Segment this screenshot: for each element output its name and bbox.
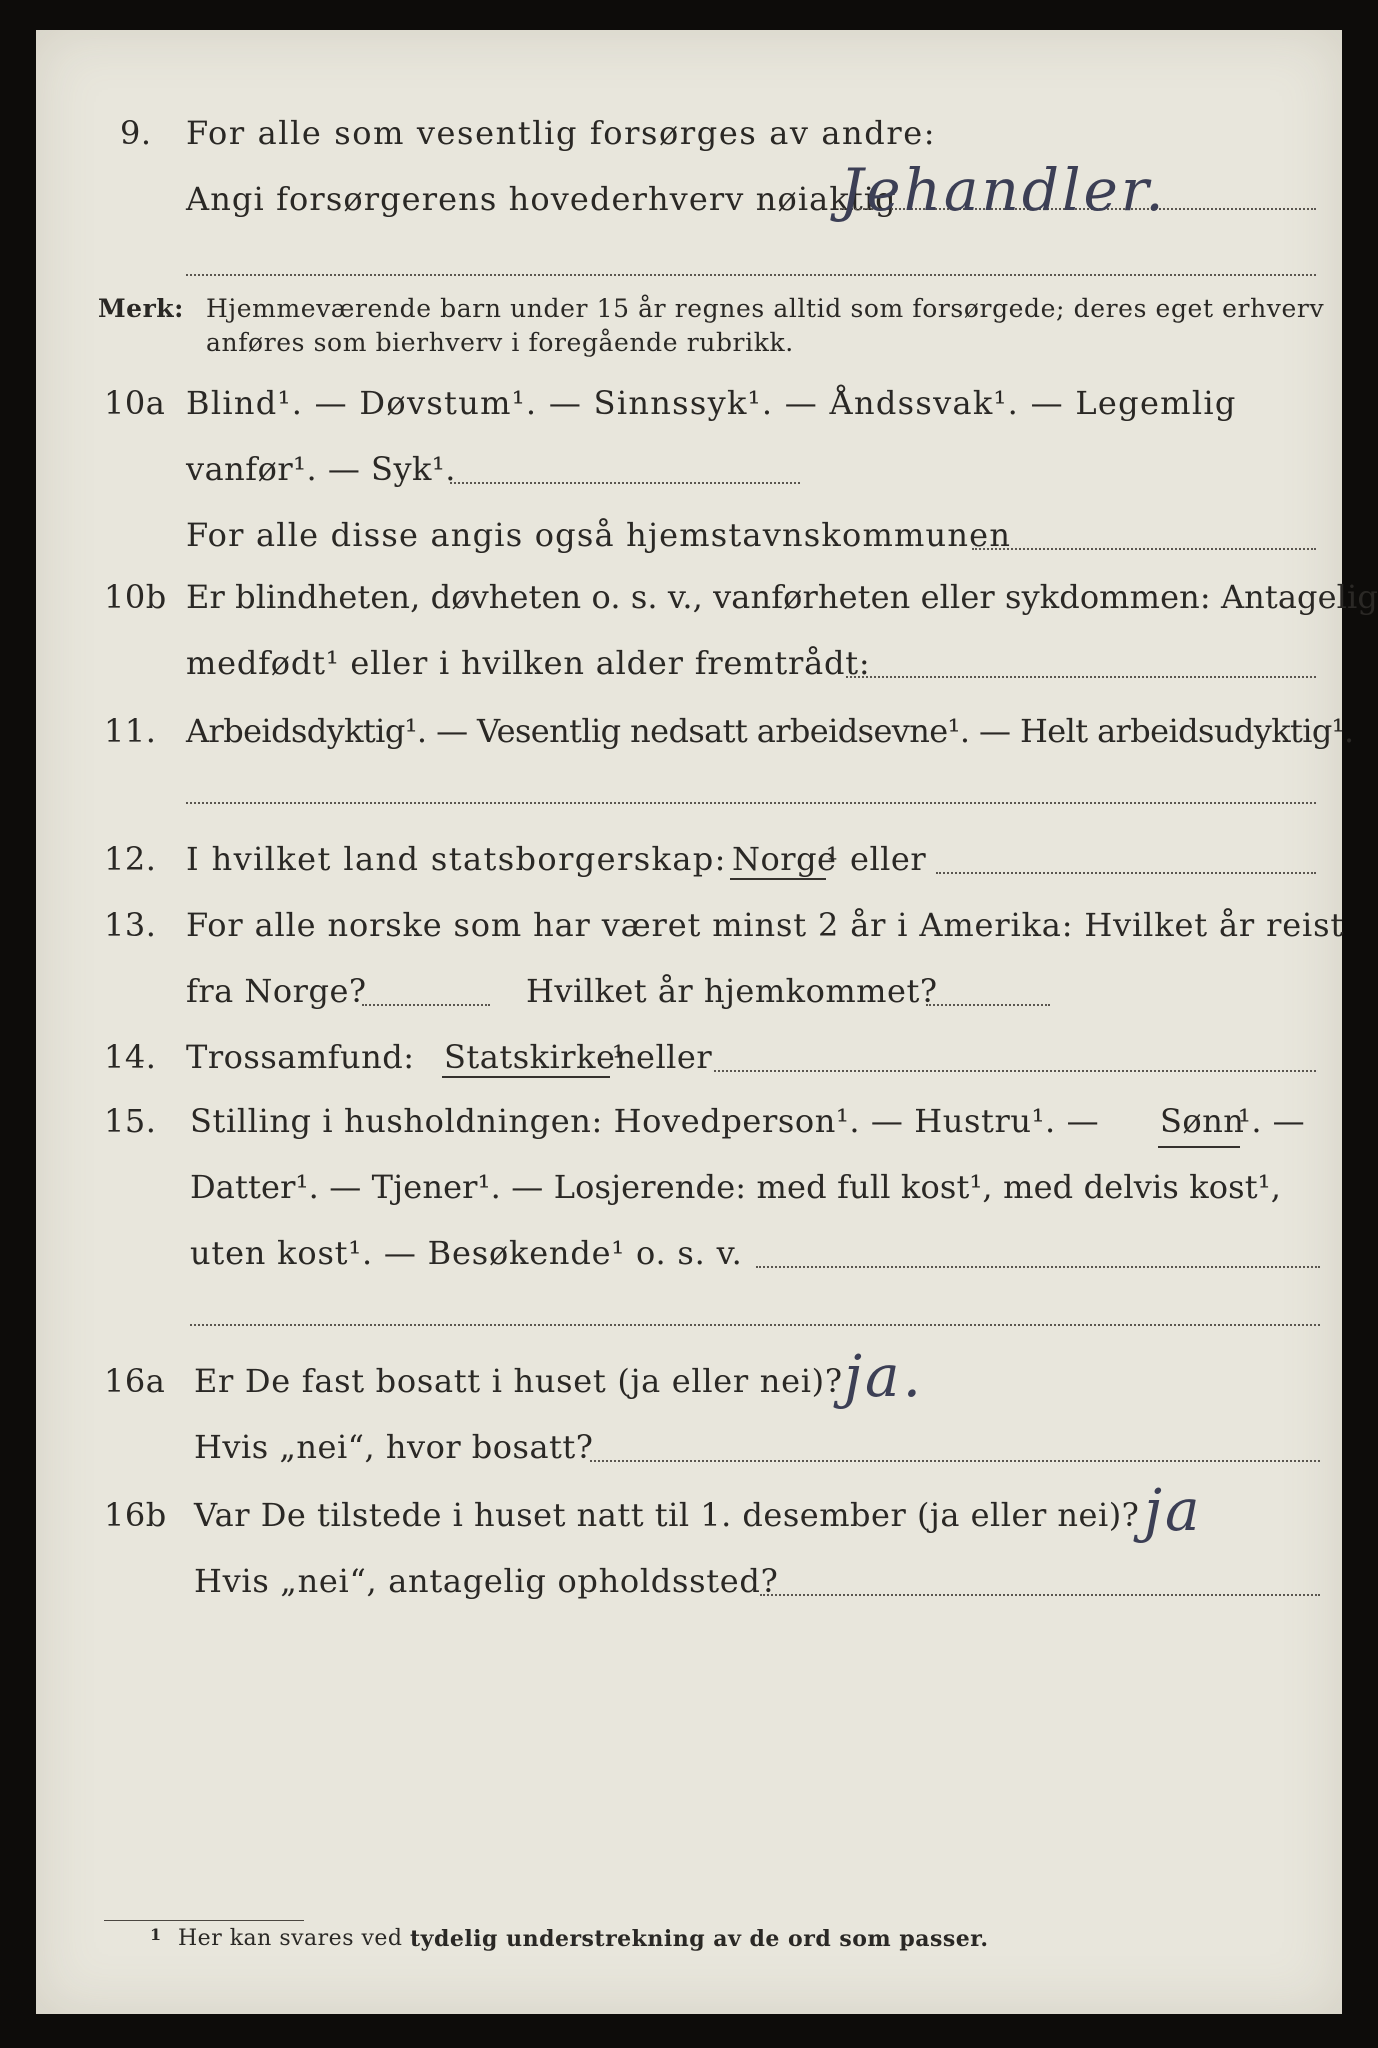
q11-line-1: Arbeidsdyktig¹. — Vesentlig nedsatt arbeidsevne¹. — Helt arbeidsudyktig¹.: [186, 712, 1354, 750]
q15-number: 15.: [104, 1102, 157, 1140]
q15-line-2: Datter¹. — Tjener¹. — Losjerende: med full kost¹, med delvis kost¹,: [190, 1168, 1282, 1206]
q16a-line-2: Hvis „nei“, hvor bosatt?: [194, 1428, 594, 1466]
q10a-answer-line: [450, 482, 800, 484]
q16b-number: 16b: [104, 1496, 167, 1534]
q9-row-2: [0, 176, 1378, 222]
q12-row-1: [0, 836, 1378, 882]
q16b-row-2: [0, 1558, 1378, 1604]
q16a-handwritten-answer: ja.: [844, 1342, 924, 1410]
q14-answer-line: [714, 1070, 1316, 1072]
q16a-number: 16a: [104, 1362, 166, 1400]
q15-line-3: uten kost¹. — Besøkende¹ o. s. v.: [190, 1234, 743, 1272]
q13-line-2a: fra Norge?: [186, 972, 367, 1010]
q12-prefix: I hvilket land statsborgerskap:: [186, 840, 727, 878]
q11-answer-line: [186, 802, 1316, 804]
q12-suffix: ¹ eller: [826, 840, 927, 878]
merk-row-2: [0, 326, 1378, 372]
q15-row-1: [0, 1098, 1378, 1144]
q15-row-3: [0, 1230, 1378, 1276]
q15-line-1b: ¹. —: [1238, 1102, 1306, 1140]
q13-line-1: For alle norske som har været minst 2 år i Amerika: Hvilket år reist: [186, 906, 1345, 944]
merk-line-2: anføres som bierhverv i foregående rubrikk.: [206, 328, 794, 357]
q16b-handwritten-answer: ja: [1144, 1476, 1203, 1544]
q12-number: 12.: [104, 840, 157, 878]
footnote: [0, 1924, 1378, 1954]
q15-answer-line: [756, 1266, 1320, 1268]
q14-underline: [442, 1076, 610, 1078]
q12-answer-line: [936, 872, 1316, 874]
q12-underline: [730, 878, 826, 880]
q16a-row-2: [0, 1424, 1378, 1470]
q13-left-line: [362, 1004, 490, 1006]
q14-prefix: Trossamfund:: [186, 1038, 415, 1076]
q14-number: 14.: [104, 1038, 157, 1076]
q15-answer-sonn: Sønn: [1160, 1102, 1245, 1140]
q15-underline: [1158, 1146, 1240, 1148]
q10b-number: 10b: [104, 578, 167, 616]
q10b-line-2: medfødt¹ eller i hvilken alder fremtrådt:: [186, 644, 871, 682]
q16a-row-1: [0, 1358, 1378, 1404]
q16b-line-2: Hvis „nei“, antagelig opholdssted?: [194, 1562, 779, 1600]
q13-row-2: [0, 968, 1378, 1014]
q14-suffix: ¹ eller: [612, 1038, 713, 1076]
q10a-row-1: [0, 380, 1378, 426]
q10b-answer-line: [846, 676, 1316, 678]
q10a-row-2: [0, 446, 1378, 492]
footnote-text-bold: tydelig understrekning av de ord som passer.: [410, 1926, 989, 1952]
q10b-line-1: Er blindheten, døvheten o. s. v., vanførheten eller sykdommen: Antagelig: [186, 578, 1378, 616]
q9-handwritten-answer: Jehandler.: [840, 156, 1167, 224]
q16b-location-line: [760, 1594, 1320, 1596]
q15-line-1a: Stilling i husholdningen: Hovedperson¹. — Hustru¹. —: [190, 1102, 1100, 1140]
q9-line-1: For alle som vesentlig forsørges av andre:: [186, 114, 937, 152]
q10a-line-1: Blind¹. — Døvstum¹. — Sinnssyk¹. — Åndssvak¹. — Legemlig: [186, 384, 1237, 422]
footnote-rule: [104, 1920, 304, 1921]
footnote-mark: 1: [150, 1925, 162, 1944]
q13-returned-line: [926, 1004, 1050, 1006]
q15-row-2: [0, 1164, 1378, 1210]
q11-row-1: [0, 708, 1378, 754]
q9-number: 9.: [120, 114, 152, 152]
q9-line-2: Angi forsørgerens hovederhverv nøiaktig: [186, 180, 897, 218]
q16a-line-1: Er De fast bosatt i huset (ja eller nei)?: [194, 1362, 843, 1400]
q10a-line-3: For alle disse angis også hjemstavnskommunen: [186, 516, 1012, 554]
merk-line-1: Hjemmeværende barn under 15 år regnes alltid som forsørgede; deres eget erhverv: [206, 294, 1325, 323]
q10b-row-2: [0, 640, 1378, 686]
merk-label: Merk:: [98, 294, 184, 323]
q10b-row-1: [0, 574, 1378, 620]
q16b-line-1: Var De tilstede i huset natt til 1. desember (ja eller nei)?: [194, 1496, 1140, 1534]
q13-line-2b: Hvilket år hjemkommet?: [526, 972, 938, 1010]
q9-row-1: [0, 110, 1378, 156]
q12-answer-norge: Norge: [732, 840, 837, 878]
q10a-line-2: vanfør¹. — Syk¹.: [186, 450, 456, 488]
q13-row-1: [0, 902, 1378, 948]
q10a-number: 10a: [104, 384, 166, 422]
q15-answer-line-2: [190, 1324, 1320, 1326]
q14-row-1: [0, 1034, 1378, 1080]
footnote-text-plain: Her kan svares ved: [178, 1926, 403, 1951]
q9-answer-line-2: [186, 274, 1316, 276]
q11-number: 11.: [104, 712, 157, 750]
q10a-row-3: [0, 512, 1378, 558]
q10a-hometown-line: [972, 548, 1316, 550]
q16a-residence-line: [590, 1460, 1320, 1462]
q14-answer-statskirken: Statskirken: [444, 1038, 637, 1076]
q13-number: 13.: [104, 906, 157, 944]
